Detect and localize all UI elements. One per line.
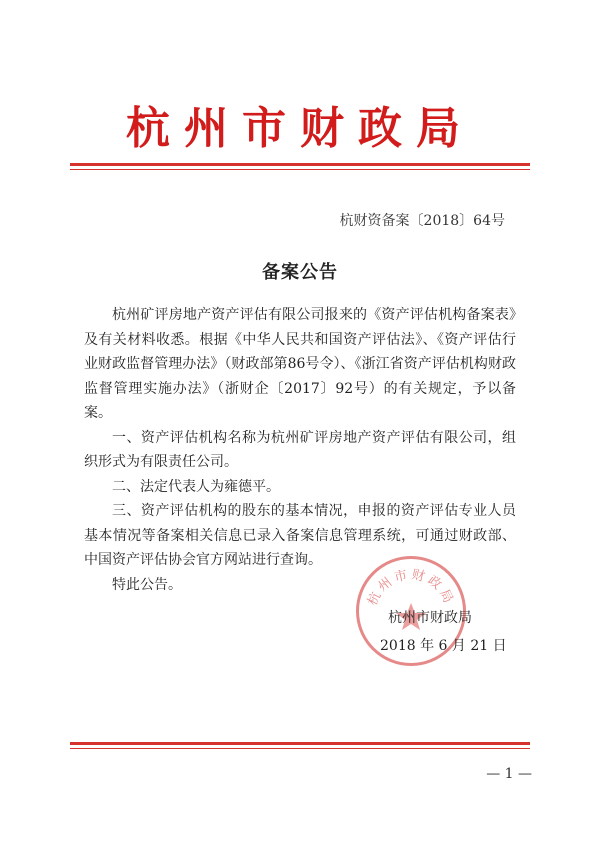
doc-number: 杭财资备案〔2018〕64号 — [339, 213, 505, 229]
signature-org: 杭州市财政局 — [388, 610, 472, 626]
page-number: — 1 — — [486, 766, 532, 782]
signature-block — [380, 604, 530, 660]
paragraph-item-2: 二、法定代表人为雍德平。 — [112, 478, 280, 495]
header-title: 杭州市财政局 — [126, 103, 474, 154]
paragraph-item-1: 一、资产评估机构名称为杭州矿评房地产资产评估有限公司，组织形式为有限责任公司。 — [84, 429, 516, 470]
header-rule-thick — [70, 163, 530, 166]
paragraph-closing: 特此公告。 — [112, 576, 182, 593]
body-text — [84, 303, 516, 597]
paragraph-intro: 杭州矿评房地产资产评估有限公司报来的《资产评估机构备案表》及有关材料收悉。根据《中华人民共和国资产评估法》、《资产评估行业财政监督管理办法》（财政部第86号令）、《浙江省资产评估机构财政监督管理实施办法》（浙财企〔2017〕92号）的有关规定，予以备案。 — [84, 307, 516, 421]
notice-title: 备案公告 — [262, 262, 338, 283]
signature-date: 2018 年 6 月 21 日 — [380, 638, 507, 654]
footer-rule-thick — [70, 742, 530, 745]
paragraph-item-3: 三、资产评估机构的股东的基本情况，申报的资产评估专业人员基本情况等备案相关信息已录入备案信息管理系统，可通过财政部、中国资产评估协会官方网站进行查询。 — [84, 503, 516, 568]
header-rule-thin — [70, 169, 530, 170]
seal-text: 杭州市财政局 — [365, 567, 457, 609]
footer-rule-thin — [70, 748, 530, 749]
svg-text:杭州市财政局 — [364, 566, 456, 608]
